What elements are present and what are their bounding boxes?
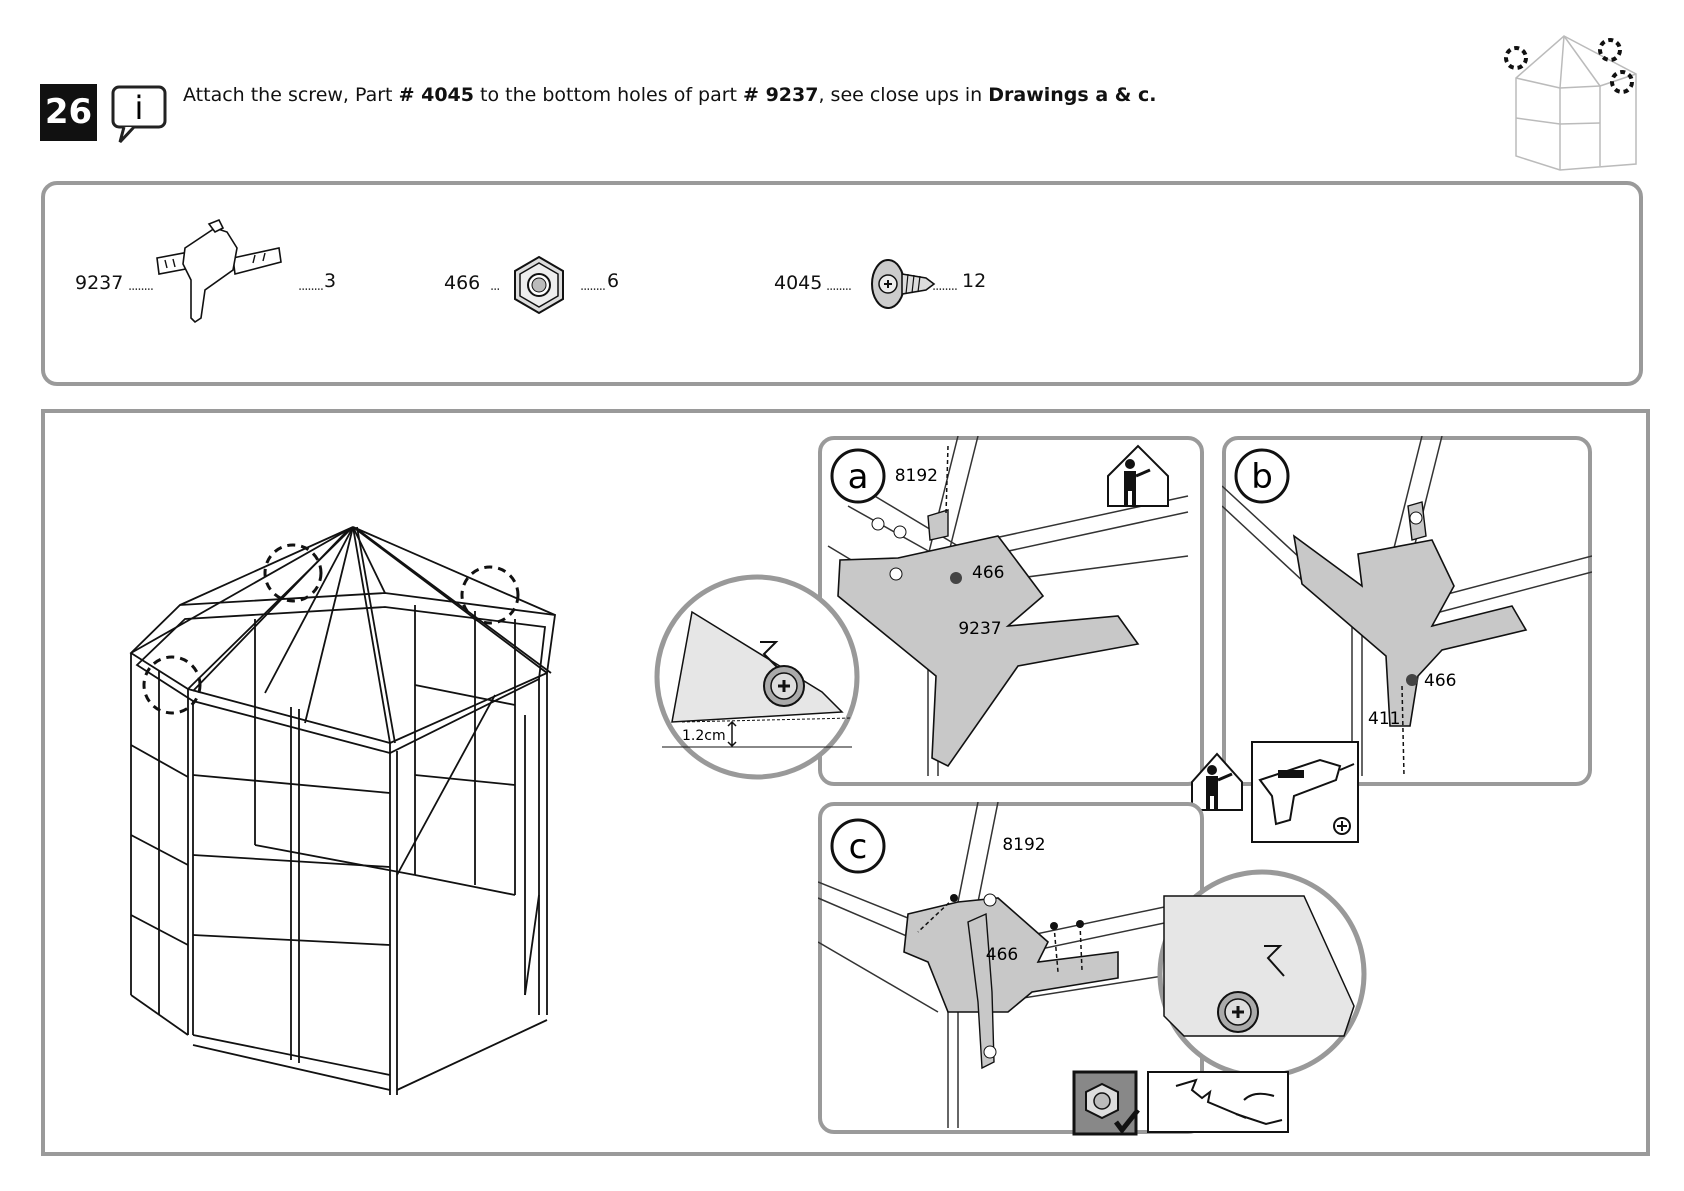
greenhouse-overview-drawing — [115, 515, 595, 1095]
part-4045-id: 4045 — [774, 272, 823, 294]
drawing-a-label-9237: 9237 — [958, 619, 1002, 639]
part-4045-dots-right: ........ — [932, 279, 958, 294]
svg-text:i: i — [134, 89, 144, 127]
drawing-b-label-466: 466 — [1424, 671, 1457, 691]
part-9237-id: 9237 — [75, 272, 124, 294]
part-9237-qty: 3 — [324, 270, 337, 292]
instruction-part1: Attach the screw, Part — [183, 84, 399, 106]
closeup-c — [1154, 866, 1370, 1082]
greenhouse-locator-icon — [1500, 28, 1650, 174]
part-4045-qty: 12 — [962, 270, 987, 292]
nut-466-icon — [508, 254, 570, 316]
part-466-qty: 6 — [607, 270, 620, 292]
nut-check-icon — [1072, 1070, 1140, 1136]
instruction-text — [183, 84, 1156, 106]
instruction-part2: to the bottom holes of part — [473, 84, 744, 106]
closeup-a-measure: 1.2cm — [682, 728, 726, 744]
drill-icon — [1250, 740, 1360, 844]
drawing-b — [1222, 436, 1592, 786]
drawing-a — [818, 436, 1204, 786]
drawing-a-letter: a — [847, 457, 869, 497]
drawing-c-label-8192: 8192 — [1002, 835, 1046, 855]
instruction-screw-part: # 4045 — [398, 84, 474, 106]
part-9237-dots-left: ........ — [128, 279, 154, 294]
drawing-b-label-411: 411 — [1368, 709, 1401, 729]
bracket-9237-icon — [155, 218, 285, 326]
instruction-drawings-ref: Drawings a & c. — [988, 84, 1157, 106]
instruction-bracket-part: # 9237 — [743, 84, 819, 106]
drawing-c-label-466: 466 — [985, 945, 1019, 965]
instruction-part3: , see close ups in — [818, 84, 989, 106]
closeup-a — [652, 572, 862, 782]
screw-4045-icon — [868, 256, 938, 312]
info-icon — [110, 84, 168, 146]
part-466-id: 466 — [444, 272, 481, 294]
part-9237-dots-right: ........ — [298, 279, 324, 294]
part-466-dots-left: ... — [490, 279, 500, 294]
drawing-a-label-8192: 8192 — [894, 466, 938, 486]
part-4045-dots-left: ........ — [826, 279, 852, 294]
drawing-b-letter: b — [1251, 457, 1273, 497]
drawing-a-label-466: 466 — [972, 563, 1005, 583]
part-466-dots-right: ........ — [580, 279, 606, 294]
step-number: 26 — [40, 84, 97, 141]
wrench-icon — [1146, 1070, 1290, 1134]
drawing-c-letter: c — [848, 827, 868, 867]
